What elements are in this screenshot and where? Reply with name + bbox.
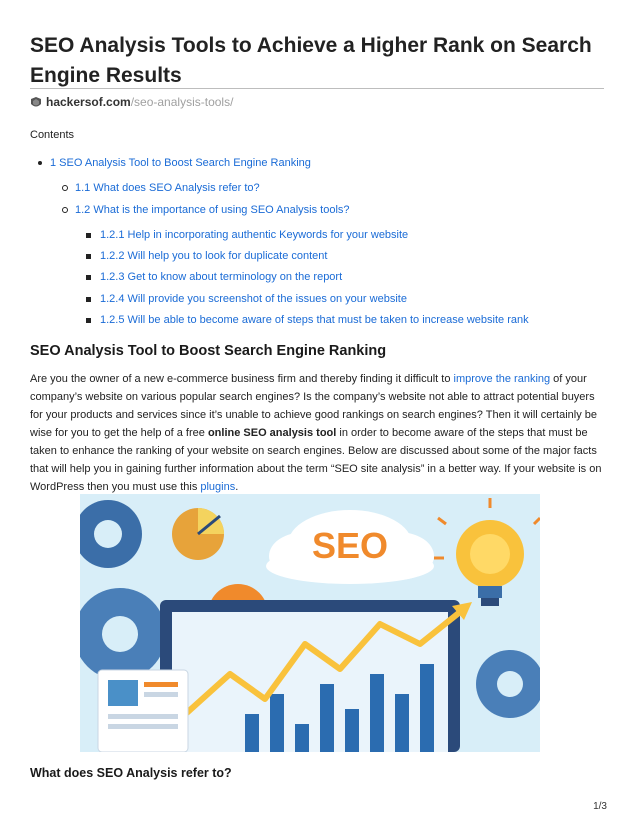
body-paragraph <box>30 370 608 496</box>
toc-link[interactable]: 1.2.1 Help in incorporating authentic Keywords for your website <box>100 229 409 241</box>
toc-item-1-2-1[interactable] <box>86 228 408 242</box>
bullet-circle-icon <box>62 185 68 191</box>
toc-item-1-2-5[interactable] <box>86 313 529 327</box>
bold-phrase: online SEO analysis tool <box>207 427 337 439</box>
toc-item-1[interactable] <box>38 156 311 170</box>
paragraph-text: in order to become aware of the steps that must be taken to enhance the ranking of your website on search engines. Below are discussed about some of the major facts that will help you in gaining further information about the term “SEO site analysis” in a better way. If your website is on WordPress then you must use this <box>30 427 602 493</box>
contents-label: Contents <box>30 129 75 141</box>
source-line <box>30 94 233 110</box>
source-path[interactable]: /seo-analysis-tools/ <box>130 95 234 109</box>
cloud-text: SEO <box>311 525 389 566</box>
toc-item-1-2-3[interactable] <box>86 270 342 284</box>
source-domain[interactable]: hackersof.com <box>46 95 131 109</box>
toc-item-1-2-4[interactable] <box>86 292 407 306</box>
toc-item-1-2-2[interactable] <box>86 249 327 263</box>
bullet-square-icon <box>86 254 91 259</box>
target-icon <box>172 508 224 560</box>
monitor-icon <box>160 600 460 752</box>
subsection-heading: What does SEO Analysis refer to? <box>30 766 232 780</box>
toc-item-1-2[interactable] <box>62 203 350 217</box>
paragraph-text: . <box>235 481 239 493</box>
bullet-circle-icon <box>62 207 68 213</box>
bullet-disc-icon <box>38 161 42 165</box>
page-number: 1/3 <box>593 801 607 812</box>
seo-illustration <box>80 494 540 752</box>
plugins-link[interactable]: plugins <box>200 481 236 493</box>
toc-link[interactable]: 1.2.3 Get to know about terminology on the report <box>100 271 343 283</box>
improve-ranking-link[interactable]: improve the ranking <box>453 373 551 385</box>
section-heading: SEO Analysis Tool to Boost Search Engine Ranking <box>30 343 387 359</box>
paragraph-text: of your company’s website on various popular search engines? Is the company’s website not able to attract potential buyers for your products and services since it’s unable to achieve good rankings on search engines? Then it will certainly be wise for you to get the help of a free <box>30 373 598 439</box>
bullet-square-icon <box>86 233 91 238</box>
bullet-square-icon <box>86 275 91 280</box>
toc-link[interactable]: 1.1 What does SEO Analysis refer to? <box>75 182 260 194</box>
toc-link[interactable]: 1.2.2 Will help you to look for duplicate content <box>100 250 328 262</box>
bullet-square-icon <box>86 297 91 302</box>
toc-link[interactable]: 1.2.4 Will provide you screenshot of the issues on your website <box>100 293 407 305</box>
page-title: SEO Analysis Tools to Achieve a Higher Rank on Search Engine Results <box>30 34 592 87</box>
title-divider <box>30 88 604 89</box>
site-logo-icon <box>30 96 42 109</box>
document-card-icon <box>98 670 188 752</box>
toc-link[interactable]: 1.2.5 Will be able to become aware of steps that must be taken to increase website rank <box>100 314 529 326</box>
bullet-square-icon <box>86 318 91 323</box>
paragraph-text: Are you the owner of a new e-commerce business firm and thereby finding it difficult to <box>30 373 454 385</box>
toc-link[interactable]: 1.2 What is the importance of using SEO Analysis tools? <box>75 204 350 216</box>
toc-item-1-1[interactable] <box>62 181 260 195</box>
toc-link[interactable]: 1 SEO Analysis Tool to Boost Search Engine Ranking <box>50 157 311 169</box>
